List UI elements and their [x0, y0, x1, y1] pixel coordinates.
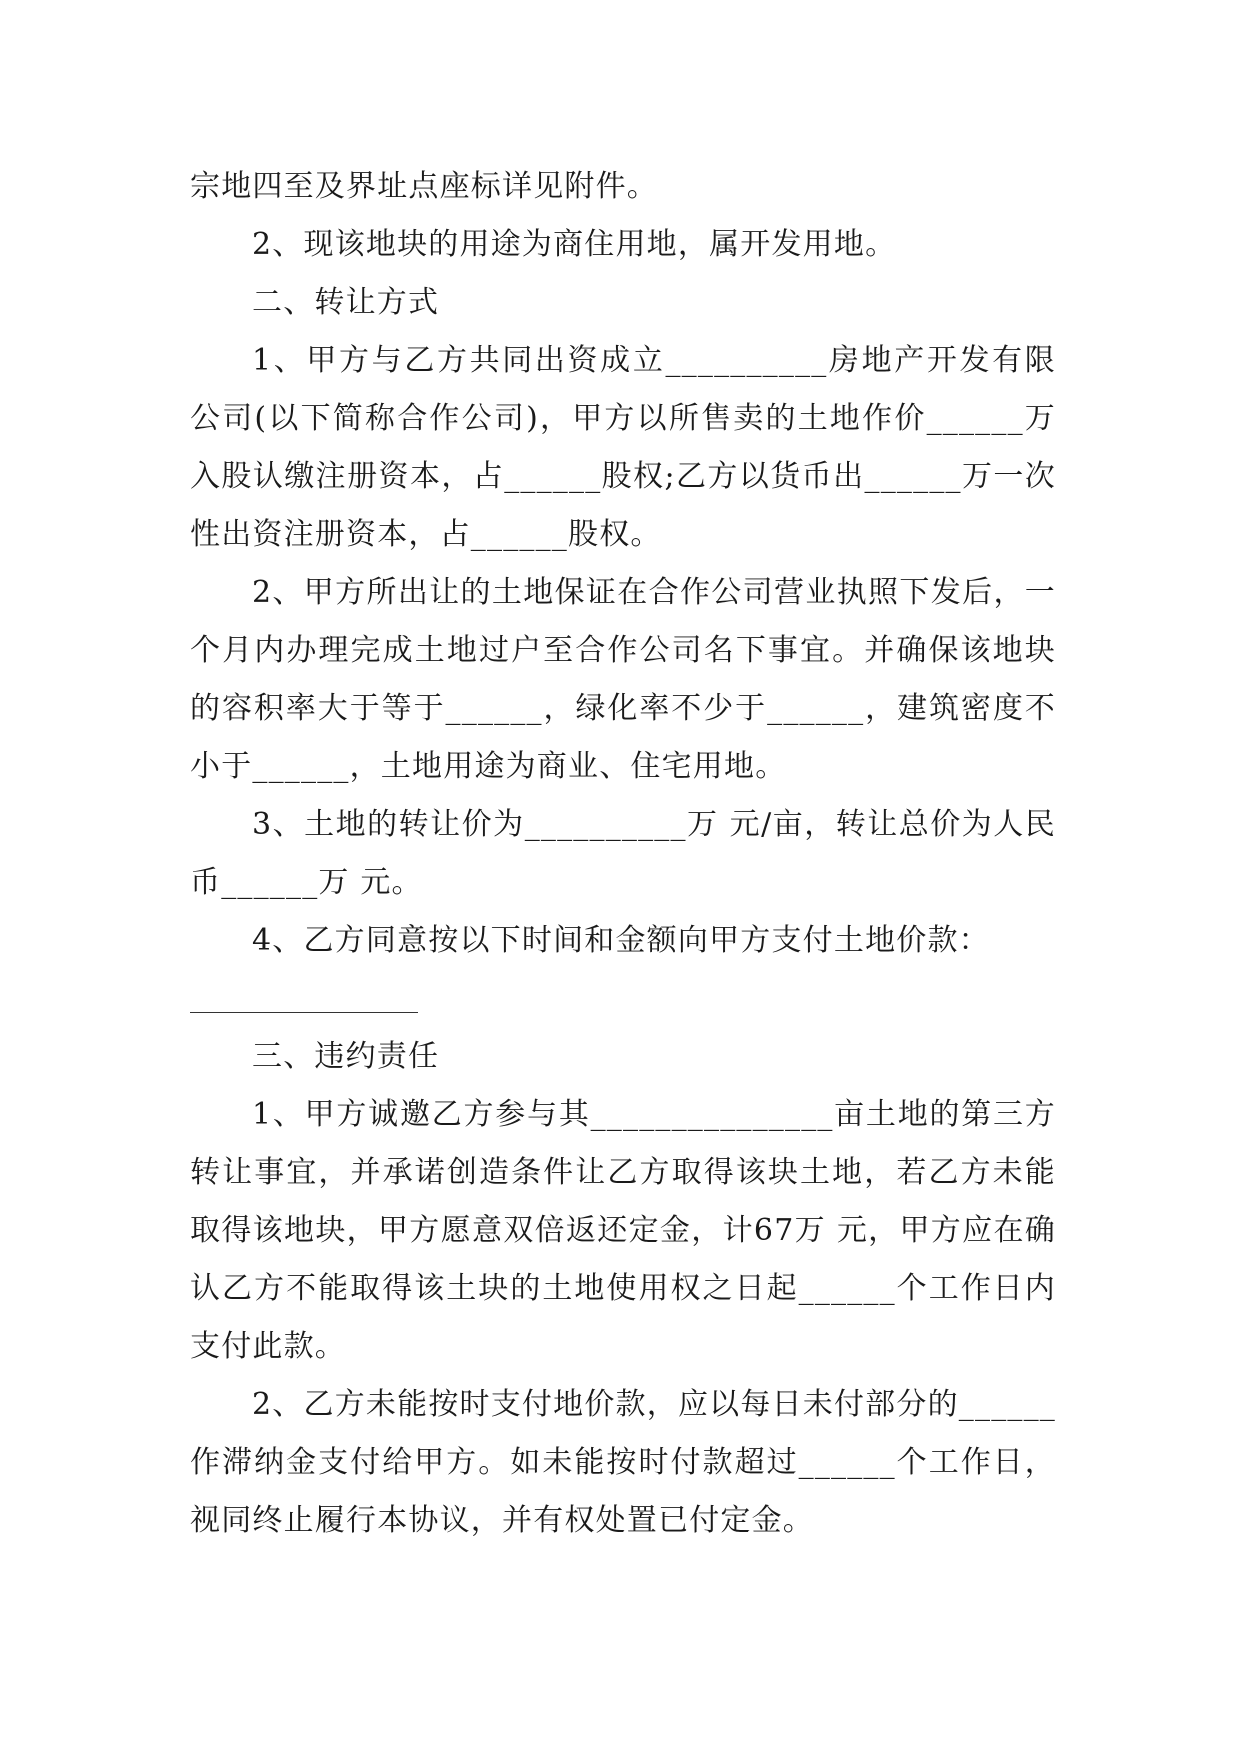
paragraph-transfer-price: 3、土地的转让价为__________万 元/亩，转让总价为人民币______万 元。 — [190, 807, 1056, 900]
paragraph-party-a-liability: 1、甲方诚邀乙方参与其_______________亩土地的第三方转让事宜，并承诺创造条件让乙方取得该块土地，若乙方未能取得该地块，甲方愿意双倍返还定金，计67万 元，甲方应在确认乙方不能取得该土块的土地使用权之日起______个工作日内支付此款。 — [190, 1097, 1056, 1364]
paragraph-boundary-note: 宗地四至及界址点座标详见附件。 — [190, 169, 658, 204]
paragraph-payment-schedule: 4、乙方同意按以下时间和金额向甲方支付土地价款： — [252, 923, 990, 958]
paragraph-party-b-liability: 2、乙方未能按时支付地价款，应以每日未付部分的______作滞纳金支付给甲方。如未能按时付款超过______个工作日，视同终止履行本协议，并有权处置已付定金。 — [190, 1387, 1056, 1538]
underline-divider — [190, 1012, 418, 1013]
paragraph-land-use: 2、现该地块的用途为商住用地，属开发用地。 — [252, 227, 897, 262]
section-heading-transfer-method: 二、转让方式 — [252, 285, 440, 320]
blank-fill-line — [190, 970, 1056, 1028]
section-heading-liability: 三、违约责任 — [252, 1039, 440, 1074]
paragraph-joint-venture: 1、甲方与乙方共同出资成立__________房地产开发有限公司(以下简称合作公司)，甲方以所售卖的土地作价______万入股认缴注册资本，占______股权;乙方以货币出______万一次性出资注册资本，占______股权。 — [190, 343, 1056, 552]
paragraph-land-guarantee: 2、甲方所出让的土地保证在合作公司营业执照下发后，一个月内办理完成土地过户至合作公司名下事宜。并确保该地块的容积率大于等于______，绿化率不少于______，建筑密度不小于______，土地用途为商业、住宅用地。 — [190, 575, 1056, 784]
document-body — [190, 158, 1056, 1550]
